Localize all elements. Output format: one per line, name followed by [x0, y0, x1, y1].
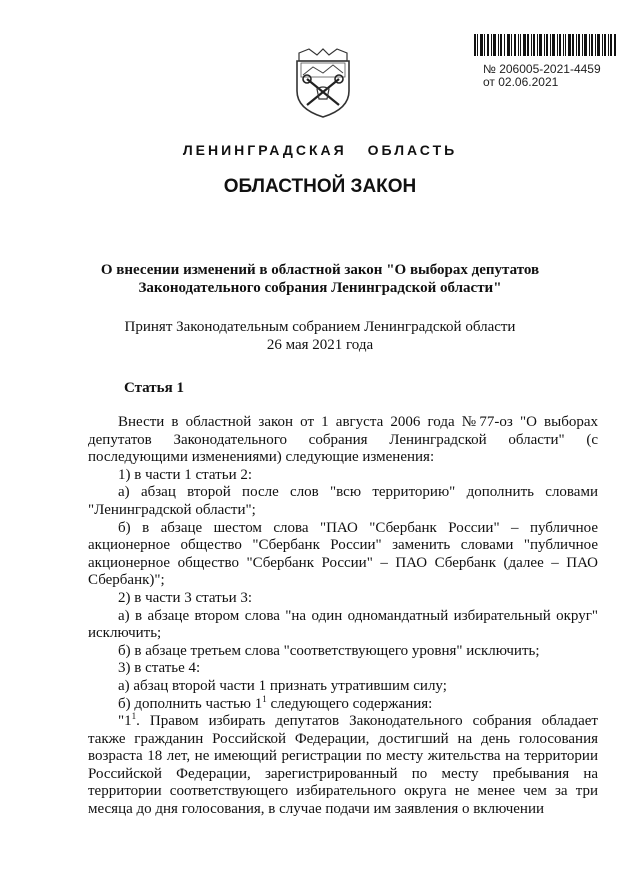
article-body: [88, 414, 598, 819]
paragraph: а) абзац второй после слов "всю территорию" дополнить словами "Ленинградской области";: [88, 484, 598, 518]
text-fragment: следующего содержания:: [266, 695, 433, 712]
region-heading: ЛЕНИНГРАДСКАЯ ОБЛАСТЬ: [182, 142, 458, 158]
paragraph: 1) в части 1 статьи 2:: [118, 466, 253, 483]
law-title-line-2: Законодательного собрания Ленинградской области": [138, 280, 502, 296]
adoption-line-1: Принят Законодательным собранием Ленинградской области: [124, 319, 516, 335]
registration-date: от 02.06.2021: [483, 75, 559, 89]
text-fragment: "1: [118, 713, 132, 730]
barcode-icon: [474, 34, 616, 56]
coat-of-arms-icon: [293, 47, 353, 119]
paragraph: б) в абзаце шестом слова "ПАО "Сбербанк России" – публичное акционерное общество "Сбербанк России" заменить словами "публичное акционерное общество "Сбербанк России" – ПАО Сбербанк (далее – ПАО Сбербанк)";: [88, 519, 598, 589]
paragraph-quoted-part: [88, 713, 598, 819]
paragraph: а) в абзаце втором слова "на один одномандатный избирательный округ" исключить;: [88, 607, 598, 642]
superscript: 1: [131, 711, 137, 722]
law-title-line-1: О внесении изменений в областной закон "О выборах депутатов: [100, 262, 540, 278]
adoption-date: 26 мая 2021 года: [266, 337, 374, 353]
superscript: 1: [262, 693, 267, 704]
registration-number: № 206005-2021-4459: [483, 62, 601, 76]
text-fragment: б) дополнить частью 1: [118, 695, 263, 712]
text-fragment: . Правом избирать депутатов Законодательного собрания обладает также гражданин Российской Федерации, достигший на день голосования возраста 18 лет, не имеющий регистрации по месту жительства на территории Российской Федерации, зарегистрированный по месту пребывания на территории соответствующего избирательного округа не менее чем за три месяца до дня голосования, в случае подачи им заявления о включении: [88, 713, 598, 818]
paragraph: 3) в статье 4:: [118, 660, 201, 677]
adoption-note: [60, 318, 580, 354]
law-type-heading: ОБЛАСТНОЙ ЗАКОН: [223, 176, 417, 197]
article-heading: Статья 1: [124, 380, 184, 396]
paragraph: б) в абзаце третьем слова "соответствующего уровня" исключить;: [118, 642, 540, 659]
paragraph: 2) в части 3 статьи 3:: [118, 589, 253, 606]
paragraph: Внести в областной закон от 1 августа 2006 года №77-оз "О выборах депутатов Законодательного собрания Ленинградской области" (с последующими изменениями) следующие изменения:: [88, 414, 598, 466]
registration-block: [474, 34, 616, 89]
paragraph-supplement: [88, 693, 598, 714]
law-title: [60, 261, 580, 297]
paragraph: а) абзац второй части 1 признать утратившим силу;: [118, 677, 447, 694]
